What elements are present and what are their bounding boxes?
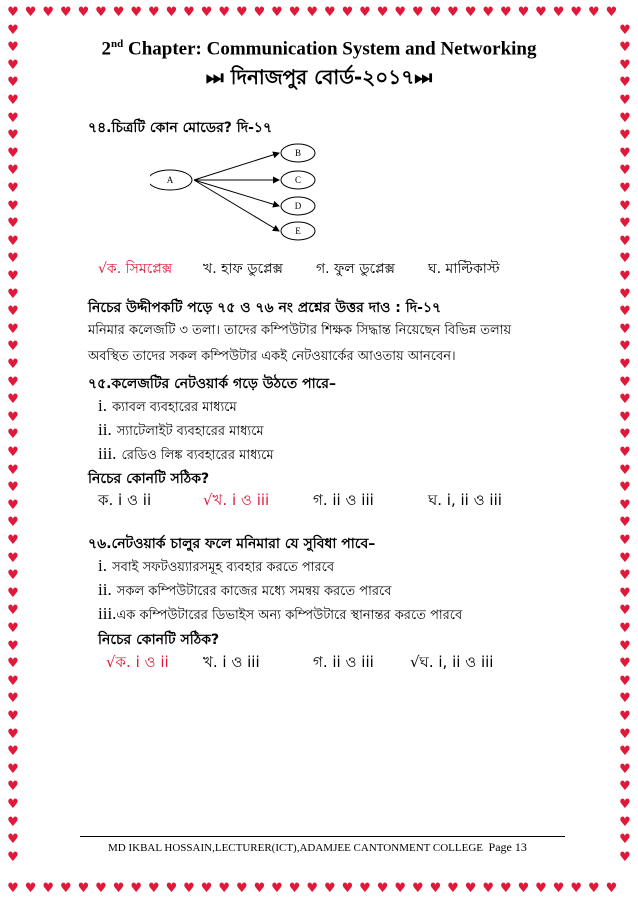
heart-icon: ♥ xyxy=(7,5,19,20)
heart-icon: ♥ xyxy=(130,5,143,20)
node-d-label: D xyxy=(294,201,302,211)
heart-icon: ♥ xyxy=(112,881,125,896)
heart-icon: ♥ xyxy=(7,709,19,724)
heart-icon: ♥ xyxy=(619,656,631,672)
heart-icon: ♥ xyxy=(447,5,459,20)
heart-icon: ♥ xyxy=(77,881,90,896)
heart-icon: ♥ xyxy=(552,881,565,896)
node-a-label: A xyxy=(166,175,174,185)
heart-icon: ♥ xyxy=(7,304,19,320)
heart-icon: ♥ xyxy=(7,497,19,513)
heart-icon: ♥ xyxy=(447,881,459,896)
heart-icon: ♥ xyxy=(619,515,631,531)
heart-icon: ♥ xyxy=(619,22,631,38)
q75-title: ৭৫.কলেজটির নেটওয়ার্ক গড়ে উঠতে পারে– xyxy=(88,376,336,392)
heart-icon: ♥ xyxy=(619,673,631,689)
heart-icon: ♥ xyxy=(253,881,266,896)
chapter-heading: 2nd Chapter: Communication System and Networking xyxy=(101,38,537,60)
heart-icon: ♥ xyxy=(394,5,407,20)
heart-icon: ♥ xyxy=(7,128,19,144)
heart-icon: ♥ xyxy=(24,5,37,20)
heart-icon: ♥ xyxy=(323,881,336,896)
heart-icon: ♥ xyxy=(552,5,565,20)
heart-icon: ♥ xyxy=(619,603,631,619)
heart-icon: ♥ xyxy=(619,392,631,408)
heart-icon: ♥ xyxy=(165,5,178,20)
heart-icon: ♥ xyxy=(288,881,301,896)
q75-option-c: গ. ii ও iii xyxy=(313,491,374,509)
diagram-edges xyxy=(194,153,279,231)
heart-icon: ♥ xyxy=(619,216,631,232)
heart-icon: ♥ xyxy=(306,5,319,20)
heart-icon: ♥ xyxy=(619,110,631,126)
heart-icon: ♥ xyxy=(7,849,19,865)
heart-icon: ♥ xyxy=(7,673,19,689)
heart-icon: ♥ xyxy=(619,128,631,144)
heart-icon: ♥ xyxy=(7,832,19,848)
heart-icon: ♥ xyxy=(77,5,90,20)
heart-icon: ♥ xyxy=(7,744,19,760)
heart-icon: ♥ xyxy=(218,5,231,20)
board-heading: ⏭ দিনাজপুর বোর্ড-২০১৭⏭ xyxy=(205,65,433,89)
heart-icon: ♥ xyxy=(429,881,442,896)
q74-option-b: খ. হাফ ডুপ্লেক্স xyxy=(203,261,283,277)
heart-icon: ♥ xyxy=(24,881,37,896)
heart-icon: ♥ xyxy=(619,761,631,777)
heart-icon: ♥ xyxy=(165,881,178,896)
heart-icon: ♥ xyxy=(517,881,530,896)
heart-icon: ♥ xyxy=(271,881,283,896)
heart-icon: ♥ xyxy=(619,691,631,707)
heart-icon: ♥ xyxy=(7,22,19,38)
heart-icon: ♥ xyxy=(7,656,19,672)
q76-option-a: √ক. i ও ii xyxy=(106,653,169,671)
heart-icon: ♥ xyxy=(619,585,631,601)
heart-icon: ♥ xyxy=(147,881,160,896)
stimulus-title: নিচের উদ্দীপকটি পড়ে ৭৫ ও ৭৬ নং প্রশ্নের উত্তর দাও : দি-১৭ xyxy=(88,300,442,316)
q76-option-c: গ. ii ও iii xyxy=(313,653,374,671)
heart-icon: ♥ xyxy=(7,57,19,73)
heart-icon: ♥ xyxy=(411,5,424,20)
heart-icon: ♥ xyxy=(619,409,631,425)
heart-icon: ♥ xyxy=(7,357,19,372)
heart-icon: ♥ xyxy=(619,321,631,337)
heart-icon: ♥ xyxy=(200,5,213,20)
heart-icon: ♥ xyxy=(619,550,631,566)
heart-icon: ♥ xyxy=(7,533,19,548)
heart-icon: ♥ xyxy=(619,744,631,760)
heart-icon: ♥ xyxy=(7,75,19,91)
heart-icon: ♥ xyxy=(288,5,301,20)
heart-icon: ♥ xyxy=(535,5,547,20)
heart-icon: ♥ xyxy=(7,726,19,742)
heart-icon: ♥ xyxy=(619,427,631,443)
heart-icon: ♥ xyxy=(619,709,631,724)
heart-icon: ♥ xyxy=(619,568,631,584)
heart-icon: ♥ xyxy=(394,881,407,896)
heart-icon: ♥ xyxy=(619,849,631,865)
heart-icon: ♥ xyxy=(7,881,19,896)
heart-icon: ♥ xyxy=(7,392,19,408)
heart-icon: ♥ xyxy=(147,5,160,20)
heart-icon: ♥ xyxy=(619,480,631,496)
heart-icon: ♥ xyxy=(619,198,631,214)
heart-icon: ♥ xyxy=(7,445,19,460)
q74-option-c: গ. ফুল ডুপ্লেক্স xyxy=(316,261,395,277)
heart-icon: ♥ xyxy=(619,269,631,284)
heart-icon: ♥ xyxy=(7,374,19,390)
heart-icon: ♥ xyxy=(619,57,631,73)
q74-title: ৭৪.চিত্রটি কোন মোডের? দি-১৭ xyxy=(88,120,273,136)
heart-icon: ♥ xyxy=(464,5,477,20)
q75-item-2: ii. স্যাটেলাইট ব্যবহারের মাধ্যমে xyxy=(98,420,264,439)
heart-icon: ♥ xyxy=(359,5,371,20)
q76-option-d: √ঘ. i, ii ও iii xyxy=(410,653,494,671)
heart-icon: ♥ xyxy=(235,5,248,20)
node-c-label: C xyxy=(294,175,302,185)
q76-title: ৭৬.নেটওয়ার্ক চালুর ফলে মনিমারা যে সুবিধা পাবে– xyxy=(88,536,376,552)
heart-icon: ♥ xyxy=(619,145,631,161)
heart-icon: ♥ xyxy=(619,726,631,742)
q75-option-a: ক. i ও ii xyxy=(98,491,152,509)
stimulus-line-2: অবস্থিত তাদের সকল কম্পিউটার একই নেটওয়ার্কের আওতায় আনবেন। xyxy=(88,349,456,364)
heart-icon: ♥ xyxy=(183,881,195,896)
heart-icon: ♥ xyxy=(112,5,125,20)
q74-option-a: √ক. সিমপ্লেক্স xyxy=(98,261,173,277)
heart-icon: ♥ xyxy=(359,881,371,896)
q75-item-1: i. ক্যাবল ব্যবহারের মাধ্যমে xyxy=(98,396,237,415)
heart-icon: ♥ xyxy=(619,339,631,355)
q76-question: নিচের কোনটি সঠিক? xyxy=(98,632,220,648)
q75-item-3: iii. রেডিও লিঙ্ক ব্যবহারের মাধ্যমে xyxy=(98,444,274,463)
heart-icon: ♥ xyxy=(7,638,19,654)
heart-icon: ♥ xyxy=(482,881,495,896)
heart-icon: ♥ xyxy=(183,5,195,20)
heart-icon: ♥ xyxy=(376,881,389,896)
heart-icon: ♥ xyxy=(570,5,583,20)
heart-icon: ♥ xyxy=(619,233,631,249)
heart-icon: ♥ xyxy=(619,462,631,478)
heart-icon: ♥ xyxy=(619,251,631,267)
heart-icon: ♥ xyxy=(619,779,631,795)
heart-icon: ♥ xyxy=(7,339,19,355)
heart-icon: ♥ xyxy=(7,181,19,196)
heart-icon: ♥ xyxy=(619,497,631,513)
heart-icon: ♥ xyxy=(7,585,19,601)
heart-icon: ♥ xyxy=(499,881,512,896)
heart-icon: ♥ xyxy=(619,40,631,56)
heart-icon: ♥ xyxy=(7,550,19,566)
heart-icon: ♥ xyxy=(7,779,19,795)
heart-icon: ♥ xyxy=(218,881,231,896)
heart-icon: ♥ xyxy=(95,881,107,896)
heart-icon: ♥ xyxy=(7,145,19,161)
q76-item-3: iii.এক কম্পিউটারের ডিভাইস অন্য কম্পিউটারে স্থানান্তর করতে পারবে xyxy=(98,604,463,623)
heart-icon: ♥ xyxy=(7,198,19,214)
heart-icon: ♥ xyxy=(7,40,19,56)
heart-icon: ♥ xyxy=(235,881,248,896)
heart-icon: ♥ xyxy=(7,93,19,108)
heart-icon: ♥ xyxy=(570,881,583,896)
heart-icon: ♥ xyxy=(619,163,631,179)
heart-icon: ♥ xyxy=(271,5,283,20)
heart-icon: ♥ xyxy=(587,881,600,896)
simplex-diagram xyxy=(150,140,330,248)
heart-icon: ♥ xyxy=(619,93,631,108)
heart-icon: ♥ xyxy=(7,216,19,232)
heart-icon: ♥ xyxy=(619,621,631,636)
footer-credit: MD IKBAL HOSSAIN,LECTURER(ICT),ADAMJEE CANTONMENT COLLEGE xyxy=(108,842,484,854)
heart-icon: ♥ xyxy=(7,251,19,267)
q75-option-b: √খ. i ও iii xyxy=(203,491,270,509)
heart-icon: ♥ xyxy=(7,568,19,584)
heart-icon: ♥ xyxy=(535,881,547,896)
page-number: Page 13 xyxy=(488,840,527,854)
heart-icon: ♥ xyxy=(464,881,477,896)
heart-icon: ♥ xyxy=(7,321,19,337)
heart-icon: ♥ xyxy=(7,462,19,478)
heart-icon: ♥ xyxy=(619,533,631,548)
heart-icon: ♥ xyxy=(7,110,19,126)
heart-icon: ♥ xyxy=(619,832,631,848)
heart-icon: ♥ xyxy=(619,357,631,372)
heart-icon: ♥ xyxy=(619,638,631,654)
heart-icon: ♥ xyxy=(517,5,530,20)
heart-icon: ♥ xyxy=(7,515,19,531)
heart-icon: ♥ xyxy=(341,881,354,896)
heart-icon: ♥ xyxy=(59,881,72,896)
node-e-label: E xyxy=(295,226,301,236)
heart-icon: ♥ xyxy=(499,5,512,20)
heart-icon: ♥ xyxy=(7,427,19,443)
heart-icon: ♥ xyxy=(7,691,19,707)
heart-icon: ♥ xyxy=(200,881,213,896)
heart-icon: ♥ xyxy=(341,5,354,20)
heart-icon: ♥ xyxy=(619,374,631,390)
footer-rule xyxy=(80,836,565,837)
heart-icon: ♥ xyxy=(411,881,424,896)
heart-icon: ♥ xyxy=(429,5,442,20)
heart-icon: ♥ xyxy=(605,881,618,896)
heart-icon: ♥ xyxy=(619,304,631,320)
heart-icon: ♥ xyxy=(42,881,55,896)
q76-item-1: i. সবাই সফটওয়্যারসমূহ ব্যবহার করতে পারবে xyxy=(98,556,335,575)
stimulus-line-1: মনিমার কলেজটি ৩ তলা। তাদের কম্পিউটার শিক্ষক সিদ্ধান্ত নিয়েছেন বিভিন্ন তলায় xyxy=(88,323,512,338)
heart-icon: ♥ xyxy=(619,797,631,812)
heart-icon: ♥ xyxy=(7,797,19,812)
heart-icon: ♥ xyxy=(7,603,19,619)
q74-option-d: ঘ. মাল্টিকাস্ট xyxy=(428,261,500,277)
heart-icon: ♥ xyxy=(619,445,631,460)
heart-icon: ♥ xyxy=(130,881,143,896)
heart-icon: ♥ xyxy=(7,480,19,496)
heart-icon: ♥ xyxy=(619,286,631,302)
heart-icon: ♥ xyxy=(42,5,55,20)
footer xyxy=(108,840,527,855)
heart-icon: ♥ xyxy=(7,163,19,179)
heart-icon: ♥ xyxy=(7,814,19,830)
heart-icon: ♥ xyxy=(605,5,618,20)
q75-question: নিচের কোনটি সঠিক? xyxy=(88,471,210,487)
heart-icon: ♥ xyxy=(7,409,19,425)
heart-icon: ♥ xyxy=(619,75,631,91)
heart-icon: ♥ xyxy=(619,814,631,830)
heart-icon: ♥ xyxy=(7,269,19,284)
heart-icon: ♥ xyxy=(95,5,107,20)
q76-item-2: ii. সকল কম্পিউটারের কাজের মধ্যে সমন্বয় করতে পারবে xyxy=(98,580,392,599)
heart-icon: ♥ xyxy=(376,5,389,20)
heart-icon: ♥ xyxy=(7,233,19,249)
q75-option-d: ঘ. i, ii ও iii xyxy=(428,491,502,509)
q76-option-b: খ. i ও iii xyxy=(203,653,260,671)
heart-icon: ♥ xyxy=(7,286,19,302)
heart-icon: ♥ xyxy=(323,5,336,20)
heart-icon: ♥ xyxy=(619,181,631,196)
heart-icon: ♥ xyxy=(7,761,19,777)
heart-icon: ♥ xyxy=(482,5,495,20)
heart-icon: ♥ xyxy=(306,881,319,896)
heart-icon: ♥ xyxy=(253,5,266,20)
heart-icon: ♥ xyxy=(587,5,600,20)
heart-icon: ♥ xyxy=(59,5,72,20)
node-b-label: B xyxy=(294,148,302,158)
heart-icon: ♥ xyxy=(7,621,19,636)
